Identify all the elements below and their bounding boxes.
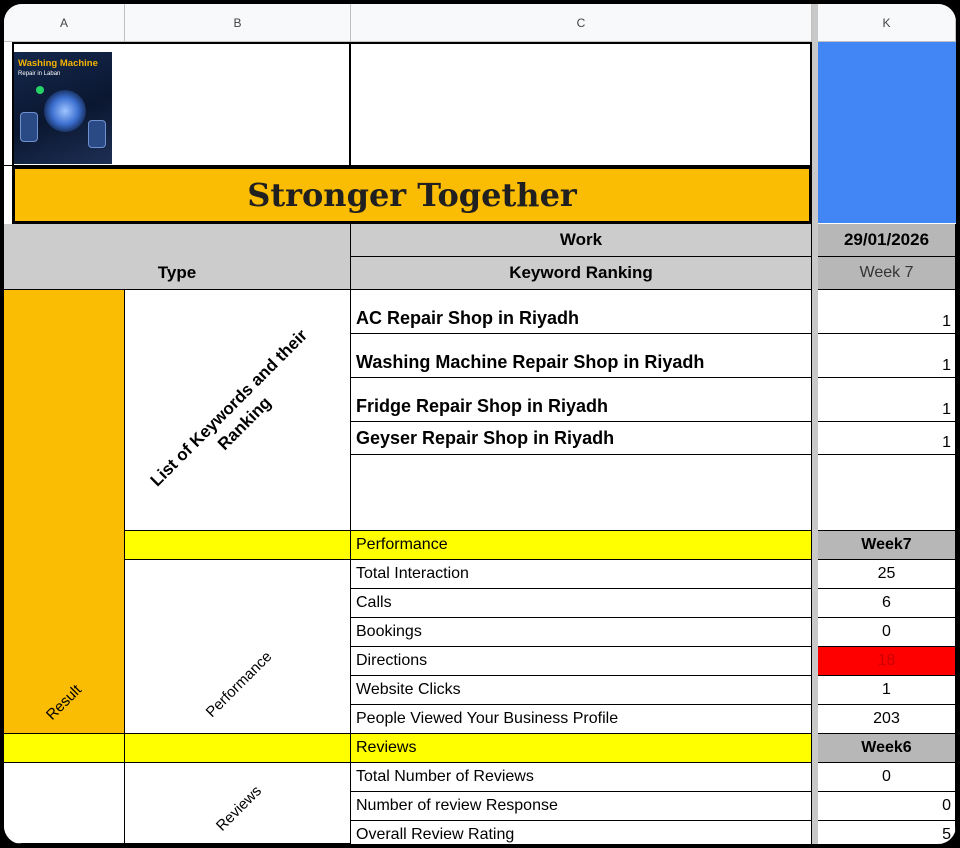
empty-cell[interactable] [4, 763, 125, 844]
whatsapp-icon [36, 86, 44, 94]
metric-value-highlight[interactable]: 18 [818, 647, 956, 676]
review-label[interactable]: Number of review Response [351, 792, 812, 821]
result-cell[interactable] [4, 290, 125, 734]
review-label[interactable]: Total Number of Reviews [351, 763, 812, 792]
column-header-k[interactable]: K [818, 4, 956, 42]
column-header-c[interactable]: C [351, 4, 812, 42]
empty-cell[interactable] [351, 455, 812, 531]
review-value[interactable]: 0 [818, 763, 956, 792]
result-label: Result [42, 681, 86, 724]
performance-section-label[interactable]: Performance [351, 531, 812, 560]
review-value[interactable]: 5 [818, 821, 956, 848]
empty-cell[interactable] [818, 455, 956, 531]
yellow-cell[interactable] [125, 531, 351, 560]
phone-icon [20, 112, 38, 142]
metric-value[interactable]: 0 [818, 618, 956, 647]
week-header[interactable]: Week 7 [818, 257, 956, 290]
reviews-week-label[interactable]: Week6 [818, 734, 956, 763]
border-line [12, 42, 812, 44]
metric-label[interactable]: Total Interaction [351, 560, 812, 589]
column-header-a[interactable]: A [4, 4, 125, 42]
metric-value[interactable]: 6 [818, 589, 956, 618]
sheet-grid [4, 4, 956, 844]
banner-title[interactable]: Stronger Together [12, 166, 812, 224]
keyword-rank[interactable]: 1 [818, 378, 956, 422]
metric-value[interactable]: 203 [818, 705, 956, 734]
metric-label[interactable]: People Viewed Your Business Profile [351, 705, 812, 734]
date-header[interactable]: 29/01/2026 [818, 224, 956, 257]
keywords-label: List of Keywords and their Ranking [146, 325, 312, 491]
phone-icon [88, 120, 106, 148]
empty-cell[interactable] [125, 42, 351, 166]
keyword-row[interactable]: Fridge Repair Shop in Riyadh [351, 378, 812, 422]
frozen-columns-divider[interactable] [812, 4, 818, 844]
metric-value[interactable]: 1 [818, 676, 956, 705]
metric-label[interactable]: Website Clicks [351, 676, 812, 705]
keyword-ranking-header[interactable]: Keyword Ranking [351, 257, 812, 290]
metric-label[interactable]: Calls [351, 589, 812, 618]
logo-subtitle: Repair in Laban [18, 71, 61, 77]
keyword-rank[interactable]: 1 [818, 422, 956, 455]
performance-side-label: Performance [202, 648, 276, 721]
performance-week-label[interactable]: Week7 [818, 531, 956, 560]
metric-label[interactable]: Bookings [351, 618, 812, 647]
reviews-section-label[interactable]: Reviews [351, 734, 812, 763]
keyword-row[interactable]: AC Repair Shop in Riyadh [351, 290, 812, 334]
washing-machine-icon [44, 90, 86, 132]
type-header[interactable]: Type [4, 224, 351, 290]
blue-cell[interactable] [818, 42, 956, 166]
empty-cell[interactable] [351, 42, 812, 166]
yellow-cell[interactable] [125, 734, 351, 763]
work-header[interactable]: Work [351, 224, 812, 257]
blue-cell[interactable] [818, 166, 956, 224]
border-line [12, 42, 14, 166]
business-logo [14, 52, 112, 164]
yellow-cell[interactable] [4, 734, 125, 763]
column-header-b[interactable]: B [125, 4, 351, 42]
review-label[interactable]: Overall Review Rating [351, 821, 812, 848]
performance-side-cell[interactable] [125, 560, 351, 734]
review-value[interactable]: 0 [818, 792, 956, 821]
logo-cell[interactable] [4, 42, 125, 166]
logo-title: Washing Machine [18, 58, 98, 69]
metric-label[interactable]: Directions [351, 647, 812, 676]
keyword-rank[interactable]: 1 [818, 334, 956, 378]
keyword-row[interactable]: Geyser Repair Shop in Riyadh [351, 422, 812, 455]
reviews-side-label: Reviews [212, 782, 266, 835]
keyword-rank[interactable]: 1 [818, 290, 956, 334]
keyword-row[interactable]: Washing Machine Repair Shop in Riyadh [351, 334, 812, 378]
metric-value[interactable]: 25 [818, 560, 956, 589]
